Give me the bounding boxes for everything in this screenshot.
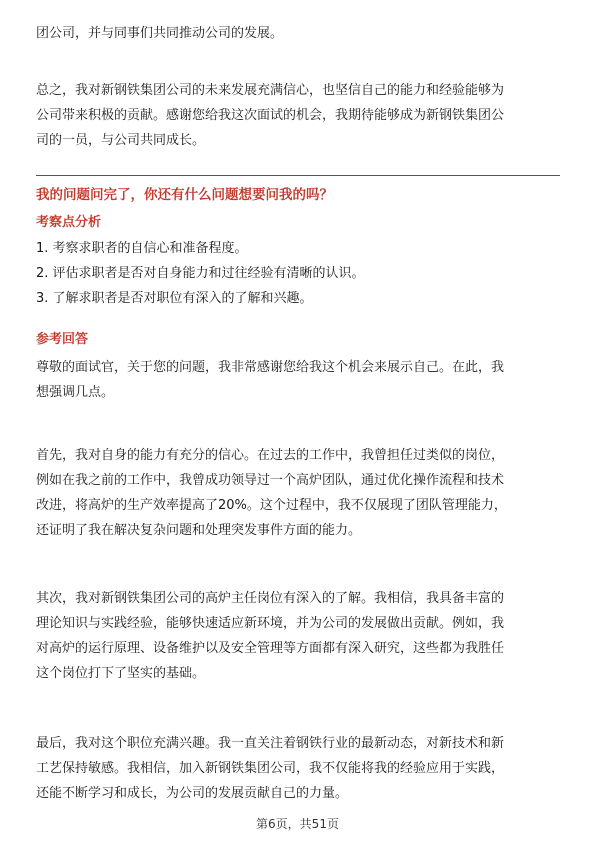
paragraph-line: 其次，我对新钢铁集团公司的高炉主任岗位有深入的了解。我相信，我具备丰富的: [36, 591, 505, 606]
answer-heading: 参考回答: [36, 332, 89, 347]
paragraph-line: 工艺保持敏感。我相信，加入新钢铁集团公司，我不仅能将我的经验应用于实践，: [36, 761, 505, 776]
list-item: 2. 评估求职者是否对自身能力和过往经验有清晰的认识。: [36, 266, 365, 281]
section-divider: [36, 175, 560, 176]
paragraph-line: 例如在我之前的工作中，我曾成功领导过一个高炉团队，通过优化操作流程和技术: [36, 473, 505, 488]
answer-paragraph-3: [36, 586, 560, 686]
paragraph-line: 公司带来积极的贡献。感谢您给我这次面试的机会，我期待能够成为新钢铁集团公: [36, 108, 505, 123]
summary-paragraph: [36, 78, 560, 153]
answer-paragraph-1: [36, 355, 560, 405]
page-number: 第6页，共51页: [256, 817, 339, 831]
list-item: 3. 了解求职者是否对职位有深入的了解和兴趣。: [36, 291, 313, 306]
paragraph-line: 最后，我对这个职位充满兴趣。我一直关注着钢铁行业的最新动态，对新技术和新: [36, 736, 505, 751]
intro-paragraph: [36, 21, 560, 46]
paragraph-line: 对高炉的运行原理、设备维护以及安全管理等方面都有深入研究，这些都为我胜任: [36, 641, 505, 656]
paragraph-line: 这个岗位打下了坚实的基础。: [36, 666, 206, 681]
paragraph-line: 尊敬的面试官，关于您的问题，我非常感谢您给我这个机会来展示自己。在此，我: [36, 360, 505, 375]
paragraph-line: 总之，我对新钢铁集团公司的未来发展充满信心，也坚信自己的能力和经验能够为: [36, 83, 505, 98]
answer-paragraph-2: [36, 443, 560, 543]
analysis-heading: 考察点分析: [36, 215, 102, 230]
paragraph-line: 首先，我对自身的能力有充分的信心。在过去的工作中，我曾担任过类似的岗位，: [36, 448, 505, 463]
paragraph-line: 改进，将高炉的生产效率提高了20%。这个过程中，我不仅展现了团队管理能力，: [36, 498, 507, 513]
question-heading: 我的问题问完了，你还有什么问题想要问我的吗？: [36, 187, 333, 203]
paragraph-line: 团公司，并与同事们共同推动公司的发展。: [36, 26, 284, 41]
paragraph-line: 想强调几点。: [36, 385, 115, 400]
paragraph-line: 理论知识与实践经验，能够快速适应新环境，并为公司的发展做出贡献。例如，我: [36, 616, 505, 631]
paragraph-line: 还证明了我在解决复杂问题和处理突发事件方面的能力。: [36, 523, 362, 538]
analysis-list: [36, 236, 560, 311]
paragraph-line: 司的一员，与公司共同成长。: [36, 133, 206, 148]
list-item: 1. 考察求职者的自信心和准备程度。: [36, 241, 248, 256]
paragraph-line: 还能不断学习和成长，为公司的发展贡献自己的力量。: [36, 786, 349, 801]
answer-paragraph-4: [36, 731, 560, 806]
